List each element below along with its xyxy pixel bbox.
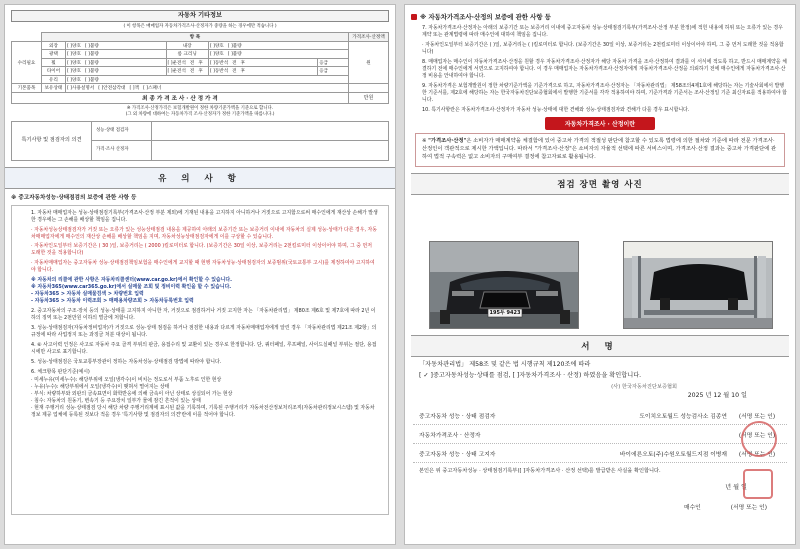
other-info-table (11, 32, 389, 93)
right-page (404, 4, 796, 545)
row-options (166, 67, 208, 76)
price-note-1: ※ 가격조사·산정가격은 보험개발원이 정한 차량기준가액을 기준으로 합니다. (126, 105, 274, 111)
option-front: 전 (232, 69, 237, 75)
left-page (4, 4, 396, 545)
checkbox-jack[interactable]: [ ]잭 (129, 86, 139, 92)
option-rear: 후 (240, 60, 246, 66)
other-info-subtitle: ( 이 항목은 매매업자 자동차가격조사·산정자가 중량을 하는 경우에만 적습니다 ) (123, 24, 277, 30)
option-spare: 응급 (318, 58, 349, 67)
caution-item: 1. 자동차 매매업자는 성능·상태점검기록부(가격조사·산정 부분 제외)에 기재된 내용을 고지하지 아니하거나 거짓으로 고지함으로써 매수인에게 재산상 손해가 발생한 경우에는 그 손해를 배상할 책임을 집니다. (31, 209, 378, 223)
checkbox-passenger[interactable]: [ ]동반석 (209, 69, 229, 75)
row-options (66, 41, 167, 50)
caution-item: · 침수: 자동차의 원동기, 변속기 등 주요장치 일부가 물에 잠긴 흔적이 있는 상태 (31, 397, 201, 404)
caution-item: · 현재 주행거리 성능·상태점검 당시 해당 차량 주행거리계에 표시된 값을 기록하며, 기록된 주행거리가 자동차전산정보처리조직(자동차관리정보시스템) 및 자동차정보 제공 업체에 등록된 것보다 적을 경우 '특기사항 및 점검자의 의견'란에 이를 적어야 합니다. (31, 404, 375, 418)
row-label: 외장 (42, 41, 66, 50)
guarantee-item: 9. 자동차가격은 보험개발원이 정한 차량기준가액을 기준가격으로 하고, 자동차가격조사·산정자는 「자동차관리법」 제58조의4제1호에 해당하는 자는 기술사회에서 발행한 기준서를, 제2호에 해당하는 자는 한국자동차진단보증협회에서 발행한 기준서를 각각 적용하여야 하며, 기준가격과 기준서는 조사·산정일 기준 최신자료를 적용하여야 합니다. (422, 82, 787, 103)
receipt-date: 년 월 일 (725, 483, 747, 491)
checkbox-spanner[interactable]: [ ]스패너 (142, 86, 162, 92)
checkbox-bad[interactable]: [ ]불량 (84, 52, 99, 58)
inspection-photo-front (429, 241, 579, 329)
signature-intro-2: [ ✓ ]중고자동차성능·상태를 점검, [ ]자동차가격조사 · 산정) 하였음을 확인합니다. (419, 372, 642, 380)
row-options (208, 50, 348, 59)
definition-title: 자동차가격조사 · 산정이란 (545, 117, 655, 130)
row-options (166, 58, 208, 67)
checkbox-good[interactable]: [ ]양호 (209, 43, 224, 49)
special-notes-box (11, 121, 389, 161)
caution-item: 3. 성능·상태점검자(자동차정비업자)가 거짓으로 성능·상태 점검을 하거나 점검한 내용과 다르게 자동차매매업자에게 알린 경우 「자동차관리법 제21조 제2항」의 규정에 따라 사업정지 또는 과징금 처분 대상이 됩니다. (31, 325, 377, 338)
other-info-title: 자동차 기타정보 (11, 10, 389, 22)
caution-item: 5. 성능·상태점검은 국토교통부장관이 정하는 자동차성능·상태점검 방법에 따라야 합니다. (31, 358, 222, 365)
signature-heading: 서 명 (411, 335, 789, 357)
special-price-input[interactable] (152, 141, 388, 160)
guarantee-item: 7. 자동차가격조사·산정자는 아래의 보증기간 또는 보증거리 이내에 중고자동차 성능·상태점검기록부(가격조사·산정 부분 한정)에 적힌 내용에 허위 또는 오류가 있는 경우 계약 또는 관계법령에 따라 매수인에 대하여 책임을 집니다. (422, 25, 783, 38)
caution-item: · 자동차인도일부터 보증기간은 ( 30 )일, 보증거리는 ( 2000 )킬로미터로 합니다. (보증기간은 30일 이상, 보증거리는 2천킬로미터 이상이어야 하며, 그 중 먼저 도래한 것을 적용합니다) (31, 243, 372, 257)
signer-row-inspector (413, 406, 787, 425)
association-name: (사) 한국자동차진단보증협회 (611, 383, 677, 390)
seal-stamp-inspector (741, 421, 777, 457)
caution-subheading (5, 193, 395, 201)
caution-item: · 자동차성능상태점검자가 거짓 또는 오류가 있는 성능상태점검 내용을 제공하여 아래의 보증기간 또는 보증거리 이내에 자동차의 실제 성능·상태가 다른 경우, 자동차매매업자에게 매수인의 재산상 손해를 배상할 책임을 지며, 자동차성능상태점검자에게 이를 구상할 수 있습니다. (31, 226, 378, 240)
signer-name: 도이치오토월드 성능검사소 김종연 (639, 413, 727, 420)
buyer-label: 매수인 (683, 505, 701, 511)
group-repair-label: 수리필요 (12, 41, 42, 84)
caution-item: 2. 중고자동차의 구조·장치 등의 성능·상태를 고지하지 아니한 자, 거짓으로 점검하거나 거짓 고지한 자는 「자동차관리법」 제80조 제6호 및 제7호에 따라 2년 이하의 징역 또는 2천만원 이하의 벌금에 처합니다. (31, 308, 376, 322)
license-plate: 195두 9423 (489, 310, 521, 316)
receipt-statement: 본인은 위 중고자동차성능 · 상태점검기록부([ ]자동차가격조사 · 산정 선택)를 발급받은 사실을 확인합니다. (419, 468, 661, 475)
definition-text: 은 소비자가 매매계약을 체결함에 있어 중고차 가격의 적절성 판단에 참고할 수 있도록 법령에 의한 절차와 기준에 따라 전문 가격조사·산정인이 객관적으로 제시한 가액입니다. 따라서 "가격조사·산정"은 소비자의 자율적 선택에 따른 서비스이며, 가격조사·산정 결과는 중고차 가격판단에 관하여 법적 구속력은 없고 소비자의 구매여부 결정에 참고자료로 활용됩니다. (422, 138, 777, 161)
group-basic-label: 기본품목 (12, 84, 42, 93)
checkbox-good[interactable]: [ ]양호 (67, 52, 81, 58)
row-label: 광택 (42, 50, 66, 59)
special-perf-label: 성능·상태 점검자 (92, 122, 152, 141)
option-front: 전 (232, 60, 237, 66)
caution-item: - 자동차365 > 자동차 실매물검색 > 차량번호 입력 (31, 291, 144, 298)
checkbox-driver[interactable]: [ ]운전석 (167, 69, 186, 75)
buyer-signature[interactable]: (서명 또는 인) (730, 505, 767, 511)
table-head-price: 가격조사·산정액 (349, 33, 389, 42)
caution-item: ※ 자동차365(www.car365.go.kr)에서 실매물 조회 및 정비이력 확인을 할 수 있습니다. (31, 284, 232, 291)
row-label: 룸 크리닝 (166, 50, 208, 59)
special-perf-input[interactable] (152, 122, 388, 141)
seal-stamp-dealer (743, 469, 773, 499)
option-rear: 후 (198, 69, 203, 75)
checkbox-passenger[interactable]: [ ]동반석 (209, 60, 229, 66)
checkbox-bad[interactable]: [ ]불량 (227, 43, 242, 49)
inspection-photo-lift (623, 241, 773, 329)
section-marker-icon (411, 14, 417, 20)
caution-item: - 자동차365 > 자동차 이력조회 > 매매용차량조회 > 자동차등록번호 입력 (31, 298, 194, 305)
row-options (66, 67, 167, 76)
option-front: 전 (189, 60, 195, 66)
option-rear: 후 (198, 60, 203, 66)
checkbox-bad[interactable]: [ ]불량 (84, 77, 99, 83)
row-label: 내장 (166, 41, 208, 50)
caution-item: · 누유(누수): 해당부위에서 오일(냉각수)이 맺혀서 떨어지는 상태 (31, 383, 170, 390)
caution-item: 6. 체크항목 판단기준(예시) (31, 368, 90, 375)
checkbox-bad[interactable]: [ ]불량 (84, 43, 99, 49)
caution-item: · 미세누유(미세누수): 해당부위에 오일(냉각수)이 비치는 정도로서 부품 노후로 인한 현상 (31, 376, 222, 383)
row-options (66, 75, 349, 84)
signer-name: 바이에른오토(주)수원오토월드지점 이병재 (619, 451, 727, 458)
signer-role: 중고자동차 성능 · 상태 점검자 (419, 413, 496, 420)
car-on-lift-photo (624, 242, 773, 329)
price-mark: 원 (349, 41, 389, 84)
row-options (208, 58, 317, 67)
signer-row-appraiser (413, 425, 787, 444)
caution-item: · 부식: 차량하부와 외판의 금속표면이 화학반응에 의해 금속이 아닌 상태로 상실되어 가는 현상 (31, 390, 233, 397)
price-note-2: (그 외 차량에 대하여는 자동차가격 조사·산정자가 정한 기준가액을 따릅니다.) (125, 111, 275, 117)
guarantee-item: · 자동차인도일부터 보증기간은 ( )일, 보증거리는 ( )킬로미터로 합니다. (보증기간은 30일 이상, 보증거리는 2천킬로미터 이상이어야 하며, 그 중 먼저 도래한 것을 적용합니다) (422, 41, 784, 55)
checkbox-triangle[interactable]: [ ]안전삼각대 (98, 86, 126, 92)
final-price-row (11, 93, 389, 104)
row-label: 보유상태 (42, 84, 66, 93)
special-price-row (92, 141, 388, 160)
checkbox-good[interactable]: [ ]양호 (67, 60, 81, 66)
signer-seal[interactable]: (서명 또는 인) (738, 413, 776, 420)
checkbox-good[interactable]: [ ]양호 (67, 69, 81, 75)
guarantee-item: 8. 매매업자는 매수인이 자동차가격조사·산정을 원할 경우 자동차가격조사·산정자가 해당 자동차 가격을 조사·산정하여 결과를 이 서식에 적도록 하고, 반드시 매매계약을 체결하기 전에 매수인에게 서면으로 고지하여야 합니다. 이 경우 매매업자는 자동차가격조사·산정자에게 자동차가격조사·산정을 의뢰하기 전에 매수인에게 자동차가격조사·산정 비용을 안내하여야 합니다. (422, 58, 787, 79)
caution-subheading-text: ※ 중고자동차성능·상태점검의 보증에 관한 사항 등 (11, 194, 137, 201)
row-options (208, 67, 317, 76)
row-label: 유리 (42, 75, 66, 84)
definition-mark: ※ (422, 138, 429, 145)
special-perf-row (92, 122, 388, 142)
row-options (66, 58, 167, 67)
buyer-row (413, 502, 787, 511)
caution-heading: 유 의 사 항 (5, 167, 395, 189)
checkbox-bad[interactable]: [ ]불량 (227, 52, 242, 58)
row-label: 타이어 (42, 67, 66, 76)
signer-role: 중고자동차 성능 · 상태 고지자 (419, 451, 496, 458)
price-guarantee-list (405, 25, 795, 113)
checkbox-good[interactable]: [ ]양호 (67, 43, 81, 49)
row-options (66, 84, 349, 93)
signer-row-dealer (413, 444, 787, 463)
signer-seal[interactable]: (서명 또는 인) (738, 432, 776, 439)
checkbox-good[interactable]: [ ]양호 (209, 52, 224, 58)
checkbox-manual[interactable]: [ ]사용설명서 (67, 86, 95, 92)
caution-item: 4. ⑥ 사고이력 인정은 사고로 자동차 주요 골격 부위의 판금, 용접수리 및 교환이 있는 경우로 한정합니다. 단, 쿼터패널, 루프패널, 사이드실패널 부위는 절단, 용접 시에만 사고로 표기합니다. (31, 341, 377, 355)
caution-list (14, 210, 386, 419)
caution-box (11, 205, 389, 515)
checkbox-good[interactable]: [ ]양호 (67, 77, 81, 83)
special-price-label: 가격·조사 산정자 (92, 141, 152, 160)
option-spare: 응급 (318, 67, 349, 76)
checkbox-bad[interactable]: [ ]불량 (84, 69, 99, 75)
row-label: 휠 (42, 58, 66, 67)
price-guarantee-title: ※ 자동차가격조사·산정의 보증에 관한 사항 등 (420, 13, 551, 21)
final-price-label: 최 종 가 격 조 사 · 산 정 가 격 (142, 95, 218, 102)
definition-term: "가격조사·산정" (428, 138, 467, 145)
special-notes-label: 특기사항 및 점검자의 의견 (12, 122, 92, 160)
signature-date: 2025 년 12 월 10 일 (687, 392, 747, 399)
caution-item: · 자동차매매업자는 중고자동차 성능·상태점검책임보험을 매수인에게 교지할 때 현행 자동차성능·상태점검자의 보증범위(국토교통부 고시)를 제정하여야 고지하여야 합니다. (31, 260, 375, 274)
signer-seal[interactable]: (서명 또는 인) (738, 451, 776, 458)
row-options (66, 50, 167, 59)
checkbox-bad[interactable]: [ ]불량 (84, 60, 99, 66)
option-front: 전 (189, 69, 195, 75)
row-options (208, 41, 348, 50)
option-rear: 후 (240, 69, 246, 75)
checkbox-driver[interactable]: [ ]운전석 (167, 60, 186, 66)
final-price-unit: 만원 (348, 93, 388, 103)
photo-heading: 점검 장면 촬영 사진 (411, 173, 789, 195)
signature-section (413, 361, 787, 511)
definition-box (415, 133, 785, 167)
signature-intro-1: 「자동차관리법」 제58조 및 같은 법 시행규칙 제120조에 따라 (419, 361, 591, 368)
guarantee-item: 10. 특기사항란은 자동차가격조사·산정자가 자동차 성능·상태에 대한 견해와 성능·상태점검자와 견해가 다를 경우 표시합니다. (422, 106, 690, 113)
price-guarantee-heading (405, 12, 795, 21)
signer-role: 자동차가격조사 · 산정자 (419, 432, 481, 439)
table-head-items: 항 목 (42, 33, 349, 42)
caution-item: ※ 자동차의 리콜에 관한 사항은 자동차리콜센터(www.car.go.kr)에서 확인할 수 있습니다. (31, 277, 232, 284)
